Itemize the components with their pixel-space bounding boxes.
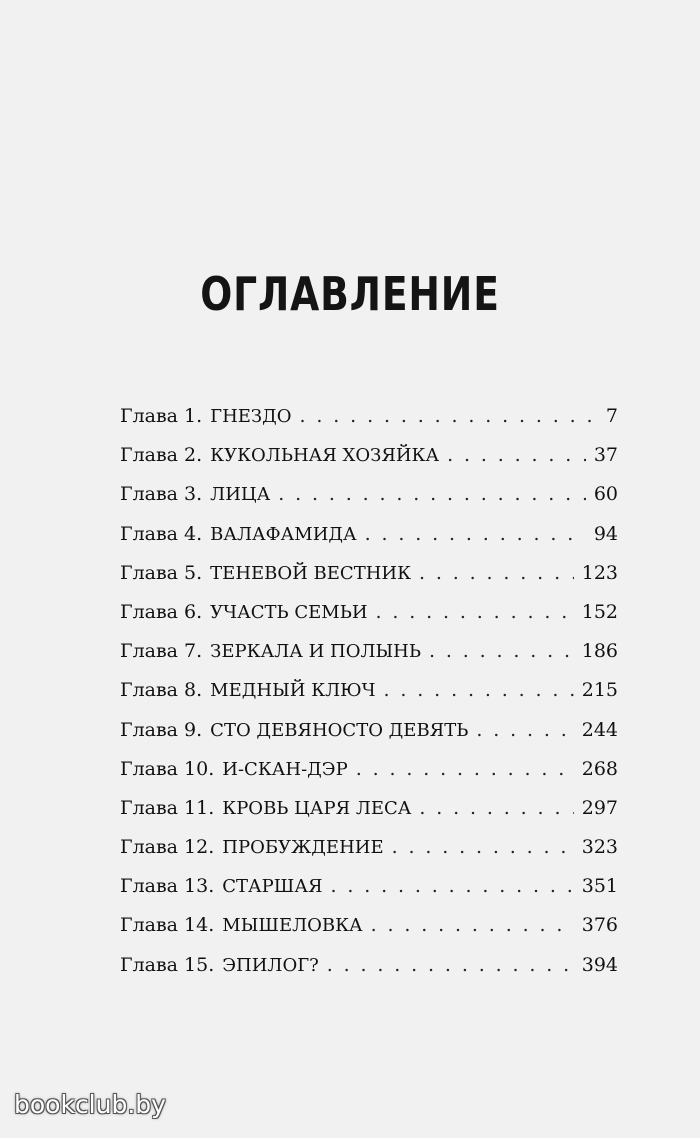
toc-leader-dots xyxy=(419,789,573,828)
toc-title: КРОВЬ ЦАРЯ ЛЕСА xyxy=(222,797,412,819)
toc-row xyxy=(120,867,618,906)
toc-leader-dots xyxy=(356,750,574,789)
toc-chapter: Глава 10. xyxy=(120,757,215,780)
toc-row xyxy=(120,436,618,475)
toc-leader-dots xyxy=(429,632,574,671)
toc-row xyxy=(120,906,618,945)
toc-title: КУКОЛЬНАЯ ХОЗЯЙКА xyxy=(210,445,440,467)
toc-page-number: 394 xyxy=(581,953,618,976)
toc-page-number: 186 xyxy=(581,640,618,663)
toc-page-number: 323 xyxy=(581,836,618,859)
toc-page-number: 351 xyxy=(581,875,618,898)
toc-chapter: Глава 6. xyxy=(120,600,203,623)
toc-leader-dots xyxy=(392,828,574,867)
toc-page-number: 297 xyxy=(581,796,618,819)
toc-page-number: 7 xyxy=(605,405,618,427)
toc-leader-dots xyxy=(327,946,574,985)
toc-title: МЕДНЫЙ КЛЮЧ xyxy=(210,680,376,702)
toc-row xyxy=(120,593,618,632)
toc-row xyxy=(120,789,618,828)
toc-row xyxy=(120,475,618,514)
toc-chapter: Глава 7. xyxy=(120,640,203,663)
toc-chapter: Глава 3. xyxy=(120,483,203,506)
toc-leader-dots xyxy=(278,475,586,514)
toc-row xyxy=(120,554,618,593)
toc-title: ЭПИЛОГ? xyxy=(222,954,319,976)
toc-page-number: 37 xyxy=(593,444,618,467)
toc-row xyxy=(120,711,618,750)
toc-row xyxy=(120,946,618,985)
toc-leader-dots xyxy=(419,554,574,593)
toc-row xyxy=(120,750,618,789)
toc-page-number: 152 xyxy=(581,600,618,623)
toc-chapter: Глава 12. xyxy=(120,836,215,859)
toc-title: СТО ДЕВЯНОСТО ДЕВЯТЬ xyxy=(210,719,469,741)
toc-title: СТАРШАЯ xyxy=(222,876,323,898)
toc-row xyxy=(120,397,618,436)
toc-row xyxy=(120,515,618,554)
toc-chapter: Глава 9. xyxy=(120,718,203,741)
toc-leader-dots xyxy=(371,906,574,945)
toc-title: ГНЕЗДО xyxy=(210,406,292,427)
toc-page-number: 215 xyxy=(581,679,618,702)
toc-leader-dots xyxy=(365,515,586,554)
toc-page-number: 268 xyxy=(581,757,618,780)
toc-leader-dots xyxy=(447,436,586,475)
toc-chapter: Глава 8. xyxy=(120,679,203,702)
toc-page-number: 60 xyxy=(593,483,618,506)
toc-leader-dots xyxy=(476,711,573,750)
toc-chapter: Глава 14. xyxy=(120,914,215,937)
toc-title: ЗЕРКАЛА И ПОЛЫНЬ xyxy=(210,641,422,663)
toc-chapter: Глава 13. xyxy=(120,875,215,898)
toc-title: ЛИЦА xyxy=(210,484,271,506)
toc-title: МЫШЕЛОВКА xyxy=(222,915,363,937)
toc-title: И-СКАН-ДЭР xyxy=(222,758,348,780)
toc-row xyxy=(120,671,618,710)
toc-page-number: 376 xyxy=(581,914,618,937)
toc-row xyxy=(120,828,618,867)
toc-title: УЧАСТЬ СЕМЬИ xyxy=(210,601,368,623)
toc-leader-dots xyxy=(384,671,574,710)
table-of-contents xyxy=(120,397,618,985)
toc-page-number: 94 xyxy=(593,522,618,545)
toc-chapter: Глава 2. xyxy=(120,444,203,467)
toc-row xyxy=(120,632,618,671)
toc-chapter: Глава 15. xyxy=(120,953,215,976)
watermark: bookclub.by xyxy=(14,1090,166,1119)
toc-chapter: Глава 1. xyxy=(120,405,203,427)
page-title: ОГЛАВЛЕНИЕ xyxy=(200,267,500,321)
toc-chapter: Глава 4. xyxy=(120,522,203,545)
toc-page-number: 123 xyxy=(581,561,618,584)
toc-leader-dots xyxy=(300,397,598,436)
toc-chapter: Глава 11. xyxy=(120,796,215,819)
toc-title: ПРОБУЖДЕНИЕ xyxy=(222,837,384,859)
toc-page-number: 244 xyxy=(581,718,618,741)
toc-title: ВАЛАФАМИДА xyxy=(210,523,357,545)
toc-leader-dots xyxy=(331,867,574,906)
toc-leader-dots xyxy=(376,593,574,632)
toc-title: ТЕНЕВОЙ ВЕСТНИК xyxy=(210,562,412,584)
toc-chapter: Глава 5. xyxy=(120,561,203,584)
